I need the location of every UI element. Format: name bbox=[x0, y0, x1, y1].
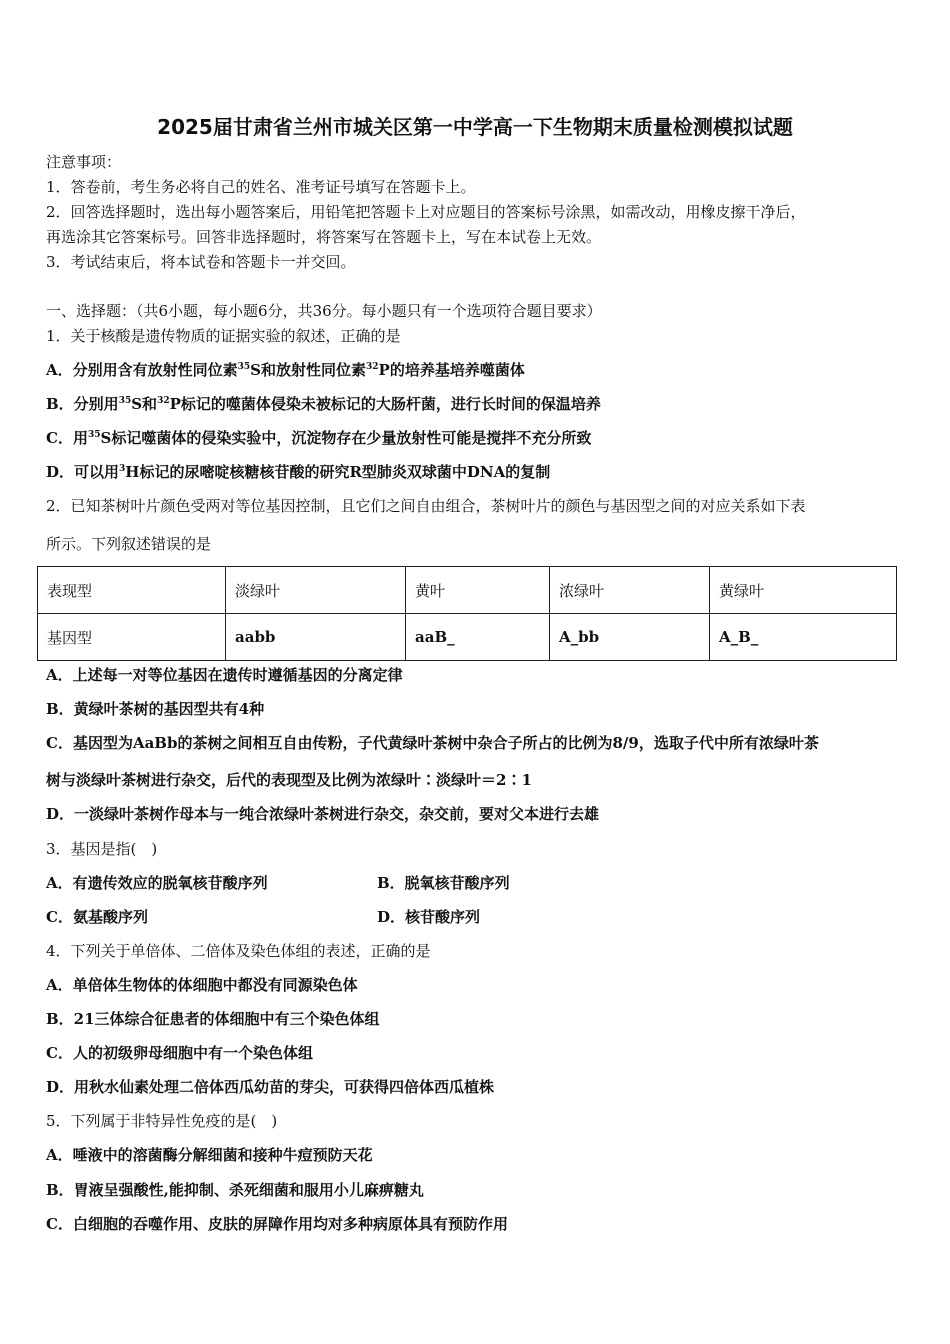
note-item: 2．回答选择题时，选出每小题答案后，用铅笔把答题卡上对应题目的答案标号涂黑，如需改动，用橡皮擦干净后， bbox=[46, 203, 806, 221]
question-2-stem: 2．已知茶树叶片颜色受两对等位基因控制，且它们之间自由组合，茶树叶片的颜色与基因型之间的对应关系如下表 bbox=[46, 497, 806, 515]
table-cell: 浓绿叶 bbox=[550, 567, 710, 614]
question-1-option-d: D．可以用$^3$H标记的尿嘧啶核糖核苷酸的研究R型肺炎双球菌中DNA的复制 bbox=[46, 463, 551, 481]
question-5-option-c: C．白细胞的吞噬作用、皮肤的屏障作用均对多种病原体具有预防作用 bbox=[46, 1215, 508, 1233]
question-5-stem: 5．下列属于非特异性免疫的是( ) bbox=[46, 1112, 278, 1130]
question-1-option-b: B．分别用$^{35}$S和$^{32}$P标记的噬菌体侵染未被标记的大肠杆菌，进行长时间的保温培养 bbox=[46, 395, 601, 413]
note-item: 再选涂其它答案标号。回答非选择题时，将答案写在答题卡上，写在本试卷上无效。 bbox=[46, 228, 602, 246]
note-item: 1．答卷前，考生务必将自己的姓名、准考证号填写在答题卡上。 bbox=[46, 178, 476, 196]
table-cell: 表现型 bbox=[38, 567, 226, 614]
question-5-option-b: B．胃液呈强酸性,能抑制、杀死细菌和服用小儿麻痹糖丸 bbox=[46, 1181, 424, 1199]
table-row bbox=[38, 614, 897, 661]
table-cell: aabb bbox=[226, 614, 406, 661]
question-3-option-a: A．有遗传效应的脱氧核苷酸序列 bbox=[46, 874, 268, 892]
genotype-table bbox=[37, 566, 897, 661]
question-1-option-a: A．分别用含有放射性同位素$^{35}$S和放射性同位素$^{32}$P的培养基培养噬菌体 bbox=[46, 361, 525, 379]
table-cell: A_B_ bbox=[710, 614, 897, 661]
question-2-option-a: A．上述每一对等位基因在遗传时遵循基因的分离定律 bbox=[46, 666, 403, 684]
question-3-option-d: D．核苷酸序列 bbox=[377, 908, 481, 926]
table-cell: aaB_ bbox=[406, 614, 550, 661]
question-2-option-b: B．黄绿叶茶树的基因型共有4种 bbox=[46, 700, 265, 718]
question-1-option-c: C．用$^{35}$S标记噬菌体的侵染实验中，沉淀物存在少量放射性可能是搅拌不充分所致 bbox=[46, 429, 592, 447]
notes-header: 注意事项： bbox=[46, 153, 122, 171]
question-5-option-a: A．唾液中的溶菌酶分解细菌和接种牛痘预防天花 bbox=[46, 1146, 373, 1164]
question-2-option-d: D．一淡绿叶茶树作母本与一纯合浓绿叶茶树进行杂交，杂交前，要对父本进行去雄 bbox=[46, 805, 600, 823]
table-cell: 黄绿叶 bbox=[710, 567, 897, 614]
table-row bbox=[38, 567, 897, 614]
question-4-option-d: D．用秋水仙素处理二倍体西瓜幼苗的芽尖，可获得四倍体西瓜植株 bbox=[46, 1078, 495, 1096]
section-heading: 一、选择题：（共6小题，每小题6分，共36分。每小题只有一个选项符合题目要求） bbox=[46, 302, 602, 320]
question-4-stem: 4．下列关于单倍体、二倍体及染色体组的表述，正确的是 bbox=[46, 942, 431, 960]
table-cell: 黄叶 bbox=[406, 567, 550, 614]
question-2-option-c-cont: 树与淡绿叶茶树进行杂交，后代的表现型及比例为浓绿叶∶淡绿叶＝2∶1 bbox=[46, 771, 532, 789]
question-2-stem-cont: 所示。下列叙述错误的是 bbox=[46, 535, 212, 553]
question-4-option-c: C．人的初级卵母细胞中有一个染色体组 bbox=[46, 1044, 313, 1062]
table-cell: A_bb bbox=[550, 614, 710, 661]
page-title: 2025届甘肃省兰州市城关区第一中学高一下生物期末质量检测模拟试题 bbox=[157, 115, 793, 139]
question-2-option-c: C．基因型为AaBb的茶树之间相互自由传粉，子代黄绿叶茶树中杂合子所占的比例为8/9，选取子代中所有浓绿叶茶 bbox=[46, 734, 819, 752]
question-3-stem: 3．基因是指( ) bbox=[46, 840, 158, 858]
question-3-option-c: C．氨基酸序列 bbox=[46, 908, 148, 926]
question-4-option-b: B．21三体综合征患者的体细胞中有三个染色体组 bbox=[46, 1010, 380, 1028]
question-4-option-a: A．单倍体生物体的体细胞中都没有同源染色体 bbox=[46, 976, 358, 994]
question-1-stem: 1．关于核酸是遗传物质的证据实验的叙述，正确的是 bbox=[46, 327, 401, 345]
note-item: 3．考试结束后，将本试卷和答题卡一并交回。 bbox=[46, 253, 356, 271]
question-3-option-b: B．脱氧核苷酸序列 bbox=[377, 874, 510, 892]
table-cell: 基因型 bbox=[38, 614, 226, 661]
table-cell: 淡绿叶 bbox=[226, 567, 406, 614]
